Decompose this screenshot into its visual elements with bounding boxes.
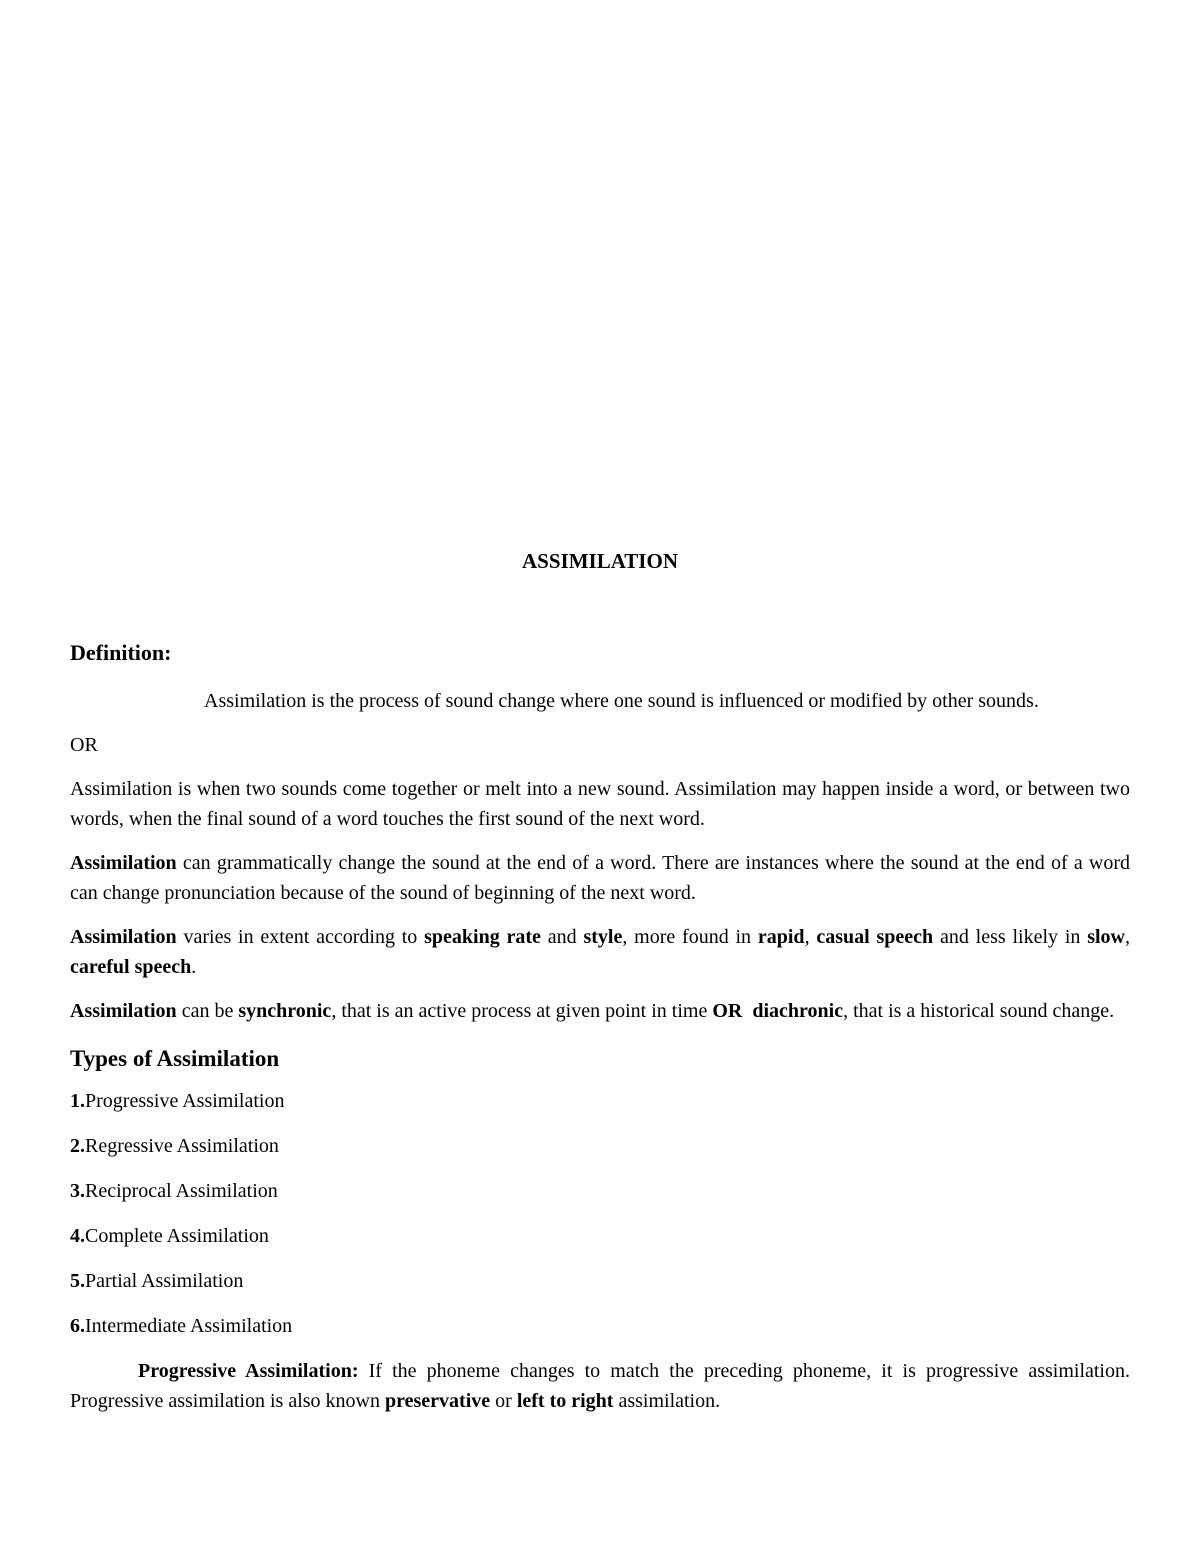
list-item <box>70 1086 1130 1116</box>
paragraph-text: , that is an active process at given point in time <box>331 1000 713 1022</box>
bold-term: casual speech <box>816 926 934 948</box>
document-title: ASSIMILATION <box>522 549 678 573</box>
paragraph-text: and <box>540 926 584 948</box>
list-item <box>70 1176 1130 1206</box>
definition-paragraph: Assimilation is the process of sound change where one sound is influenced or modified by other sounds. <box>204 690 1039 712</box>
bold-term: slow <box>1087 926 1126 948</box>
document-page <box>70 546 1130 1430</box>
bold-term: preservative <box>384 1390 491 1412</box>
paragraph-extent <box>70 922 1130 982</box>
list-number: 4. <box>70 1225 85 1247</box>
paragraph-text: can grammatically change the sound at the end of a word. There are instances where the sound at the end of a word can change pronunciation because of the sound of beginning of the next word. <box>70 852 1130 904</box>
list-item <box>70 1266 1130 1296</box>
paragraph-text: , more found in <box>622 926 758 948</box>
paragraph-melt: Assimilation is when two sounds come together or melt into a new sound. Assimilation may happen inside a word, or between two words, when the final sound of a word touches the first sound of the next word. <box>70 778 1130 830</box>
paragraph-synchronic <box>70 996 1130 1026</box>
paragraph-text: can be <box>176 1000 239 1022</box>
bold-term: Assimilation <box>70 1000 177 1022</box>
bold-term: synchronic <box>238 1000 332 1022</box>
list-label: Intermediate Assimilation <box>85 1315 293 1337</box>
bold-term: style <box>583 926 623 948</box>
paragraph-text: or <box>490 1390 517 1412</box>
bold-term: Assimilation <box>70 926 177 948</box>
list-item <box>70 1311 1130 1341</box>
list-label: Regressive Assimilation <box>85 1135 279 1157</box>
paragraph-text: varies in extent according to <box>176 926 425 948</box>
bold-term: rapid <box>757 926 805 948</box>
or-separator: OR <box>70 734 98 756</box>
paragraph-text: , <box>1125 926 1131 948</box>
paragraph-grammatical-change <box>70 848 1130 908</box>
bold-term: speaking rate <box>424 926 541 948</box>
list-number: 6. <box>70 1315 85 1337</box>
list-label: Reciprocal Assimilation <box>85 1180 278 1202</box>
paragraph-text: , that is a historical sound change. <box>843 1000 1115 1022</box>
list-label: Complete Assimilation <box>85 1225 269 1247</box>
paragraph-text: . <box>191 956 197 978</box>
list-item <box>70 1221 1130 1251</box>
paragraph-progressive <box>70 1356 1130 1416</box>
list-label: Partial Assimilation <box>85 1270 244 1292</box>
paragraph-text <box>742 1000 752 1022</box>
list-label: Progressive Assimilation <box>85 1090 285 1112</box>
bold-term: diachronic <box>752 1000 844 1022</box>
types-heading: Types of Assimilation <box>70 1046 280 1071</box>
paragraph-text: and less likely in <box>933 926 1088 948</box>
bold-term: left to right <box>516 1390 614 1412</box>
bold-term: OR <box>712 1000 743 1022</box>
paragraph-text: assimilation. <box>613 1390 721 1412</box>
bold-term: Assimilation <box>70 852 177 874</box>
list-number: 5. <box>70 1270 85 1292</box>
list-number: 3. <box>70 1180 85 1202</box>
list-number: 2. <box>70 1135 85 1157</box>
list-number: 1. <box>70 1090 85 1112</box>
bold-term: careful speech <box>70 956 192 978</box>
list-item <box>70 1131 1130 1161</box>
definition-heading: Definition: <box>70 640 172 665</box>
paragraph-text: , <box>804 926 817 948</box>
bold-term: Progressive Assimilation: <box>138 1360 359 1382</box>
paragraph-text: If the phoneme changes to match the preceding phoneme, it is progressive assimilation. Progressive assimilation is also known <box>70 1360 1130 1412</box>
